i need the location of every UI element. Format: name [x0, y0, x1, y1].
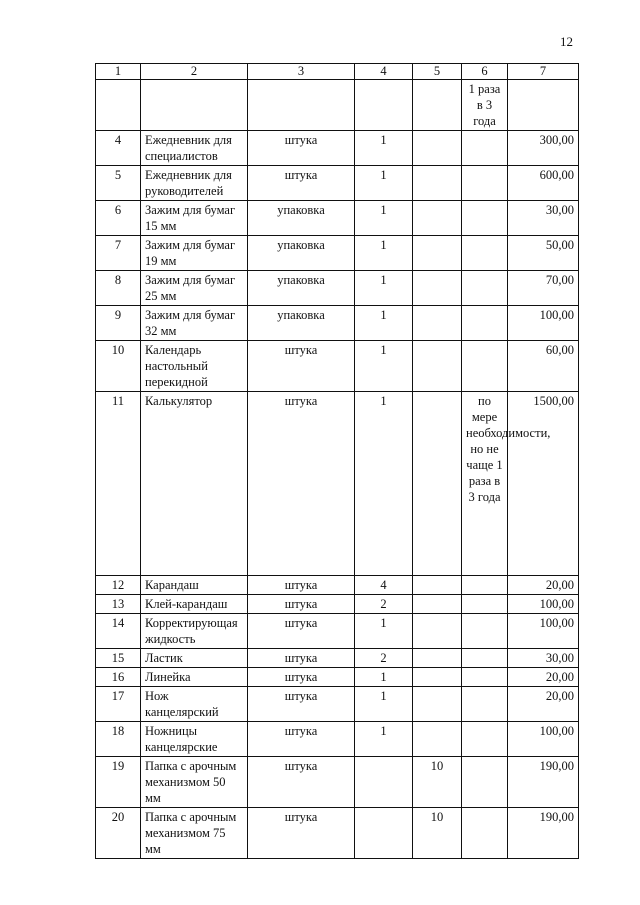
table-cell: штука: [248, 341, 355, 392]
table-cell: 17: [96, 687, 141, 722]
table-cell: штука: [248, 757, 355, 808]
table-cell: 1: [355, 687, 413, 722]
table-cell: 600,00: [508, 166, 579, 201]
table-cell: [413, 201, 462, 236]
table-cell: [355, 808, 413, 859]
table-cell: [413, 236, 462, 271]
table-cell: 14: [96, 614, 141, 649]
table-cell: 16: [96, 668, 141, 687]
table-cell: 30,00: [508, 649, 579, 668]
table-cell: [413, 131, 462, 166]
header-cell: 1: [96, 64, 141, 80]
table-cell: [462, 236, 508, 271]
table-cell: 19: [96, 757, 141, 808]
table-cell: 1: [355, 166, 413, 201]
table-cell: штука: [248, 614, 355, 649]
table-cell: [413, 649, 462, 668]
table-cell: Зажим для бумаг 19 мм: [141, 236, 248, 271]
header-cell: 6: [462, 64, 508, 80]
table-cell: [462, 166, 508, 201]
table-cell: 1: [355, 131, 413, 166]
table-cell: Ластик: [141, 649, 248, 668]
table-cell: Ежедневник для руководителей: [141, 166, 248, 201]
supplies-table: [95, 63, 579, 859]
table-cell: 1: [355, 392, 413, 576]
table-cell: [462, 668, 508, 687]
table-cell: [355, 757, 413, 808]
table-row: [96, 722, 579, 757]
table-header-row: [96, 64, 579, 80]
table-row: [96, 271, 579, 306]
table-cell: [413, 271, 462, 306]
table-cell: 70,00: [508, 271, 579, 306]
table-cell: Клей-карандаш: [141, 595, 248, 614]
table-cell: [413, 668, 462, 687]
table-cell: 4: [96, 131, 141, 166]
table-cell: [413, 392, 462, 576]
table-cell: [413, 722, 462, 757]
table-cell: Корректирующая жидкость: [141, 614, 248, 649]
header-cell: 7: [508, 64, 579, 80]
table-cell: [462, 649, 508, 668]
table-cell: [462, 595, 508, 614]
table-row: [96, 576, 579, 595]
header-cell: 2: [141, 64, 248, 80]
table-cell: 20,00: [508, 668, 579, 687]
table-row: [96, 80, 579, 131]
table-cell: 5: [96, 166, 141, 201]
table-row: [96, 201, 579, 236]
table-cell: штука: [248, 131, 355, 166]
table-cell: 1: [355, 306, 413, 341]
table-cell: [462, 576, 508, 595]
table-cell: 12: [96, 576, 141, 595]
table-row: [96, 341, 579, 392]
table-cell: Календарь настольный перекидной: [141, 341, 248, 392]
table-cell: [462, 271, 508, 306]
table-cell: [96, 80, 141, 131]
table-cell: [462, 757, 508, 808]
header-cell: 5: [413, 64, 462, 80]
table-row: [96, 808, 579, 859]
table-cell: 20,00: [508, 576, 579, 595]
table-cell: [462, 722, 508, 757]
table-row: [96, 595, 579, 614]
table-row: [96, 649, 579, 668]
table-cell: 60,00: [508, 341, 579, 392]
table-cell: [413, 687, 462, 722]
table-cell: 10: [96, 341, 141, 392]
table-cell: 1: [355, 722, 413, 757]
table-cell: [355, 80, 413, 131]
table-row: [96, 687, 579, 722]
table-cell: Зажим для бумаг 25 мм: [141, 271, 248, 306]
table-cell: упаковка: [248, 236, 355, 271]
table-cell: 6: [96, 201, 141, 236]
table-cell: [141, 80, 248, 131]
table-cell: 100,00: [508, 595, 579, 614]
table-cell: штука: [248, 808, 355, 859]
table-cell: 1: [355, 236, 413, 271]
table-cell: [248, 80, 355, 131]
table-cell: [413, 595, 462, 614]
table-cell: 10: [413, 757, 462, 808]
table-cell: 100,00: [508, 306, 579, 341]
table-cell: упаковка: [248, 271, 355, 306]
table-cell: Зажим для бумаг 15 мм: [141, 201, 248, 236]
table-cell: штука: [248, 722, 355, 757]
table-cell: 1: [355, 614, 413, 649]
table-row: [96, 166, 579, 201]
table-cell: 190,00: [508, 808, 579, 859]
table-cell: 1 раза в 3 года: [462, 80, 508, 131]
header-cell: 4: [355, 64, 413, 80]
table-row: [96, 236, 579, 271]
table-cell: 11: [96, 392, 141, 576]
table-cell: Карандаш: [141, 576, 248, 595]
header-cell: 3: [248, 64, 355, 80]
table-cell: штука: [248, 668, 355, 687]
table-cell: Зажим для бумаг 32 мм: [141, 306, 248, 341]
table-row: [96, 131, 579, 166]
table-cell: 50,00: [508, 236, 579, 271]
table-row: [96, 757, 579, 808]
table-cell: штука: [248, 392, 355, 576]
table-cell: 15: [96, 649, 141, 668]
table-cell: 9: [96, 306, 141, 341]
table-cell: [462, 341, 508, 392]
table-cell: Нож канцелярский: [141, 687, 248, 722]
table-row: [96, 614, 579, 649]
table-cell: Ежедневник для специалистов: [141, 131, 248, 166]
table-cell: штука: [248, 595, 355, 614]
table-cell: 190,00: [508, 757, 579, 808]
table-cell: 8: [96, 271, 141, 306]
table-cell: 20,00: [508, 687, 579, 722]
table-cell: 4: [355, 576, 413, 595]
table-cell: Линейка: [141, 668, 248, 687]
table-cell: [462, 131, 508, 166]
table-cell: [413, 614, 462, 649]
table-cell: 2: [355, 595, 413, 614]
table-cell: [462, 306, 508, 341]
table-cell: [462, 201, 508, 236]
table-cell: 1: [355, 271, 413, 306]
table-cell: 1500,00: [508, 392, 579, 576]
table-cell: 30,00: [508, 201, 579, 236]
table-cell: Ножницы канцелярские: [141, 722, 248, 757]
table-cell: 7: [96, 236, 141, 271]
table-cell: 1: [355, 668, 413, 687]
table-cell: [413, 306, 462, 341]
table-cell: 2: [355, 649, 413, 668]
table-cell: 1: [355, 341, 413, 392]
table-cell: [413, 341, 462, 392]
table-cell: упаковка: [248, 201, 355, 236]
table-cell: [413, 80, 462, 131]
table-cell: 20: [96, 808, 141, 859]
table-cell: [462, 687, 508, 722]
table-row: [96, 668, 579, 687]
table-cell: [462, 808, 508, 859]
table-cell: 1: [355, 201, 413, 236]
page-number: 12: [560, 34, 573, 49]
table-row: [96, 392, 579, 576]
table-row: [96, 306, 579, 341]
table-cell: [413, 166, 462, 201]
table-cell: Папка с арочным механизмом 75 мм: [141, 808, 248, 859]
table-cell: штука: [248, 166, 355, 201]
table-cell: 100,00: [508, 614, 579, 649]
table-cell: 18: [96, 722, 141, 757]
table-cell: 100,00: [508, 722, 579, 757]
table-cell: по мере необходимости, но не чаще 1 раза в 3 года: [462, 392, 508, 576]
table-cell: штука: [248, 576, 355, 595]
table-cell: 13: [96, 595, 141, 614]
table-cell: 10: [413, 808, 462, 859]
table-cell: [413, 576, 462, 595]
table-cell: Калькулятор: [141, 392, 248, 576]
table-cell: [508, 80, 579, 131]
table-cell: упаковка: [248, 306, 355, 341]
table-cell: 300,00: [508, 131, 579, 166]
table-cell: [462, 614, 508, 649]
table-cell: штука: [248, 687, 355, 722]
table-cell: Папка с арочным механизмом 50 мм: [141, 757, 248, 808]
table-cell: штука: [248, 649, 355, 668]
